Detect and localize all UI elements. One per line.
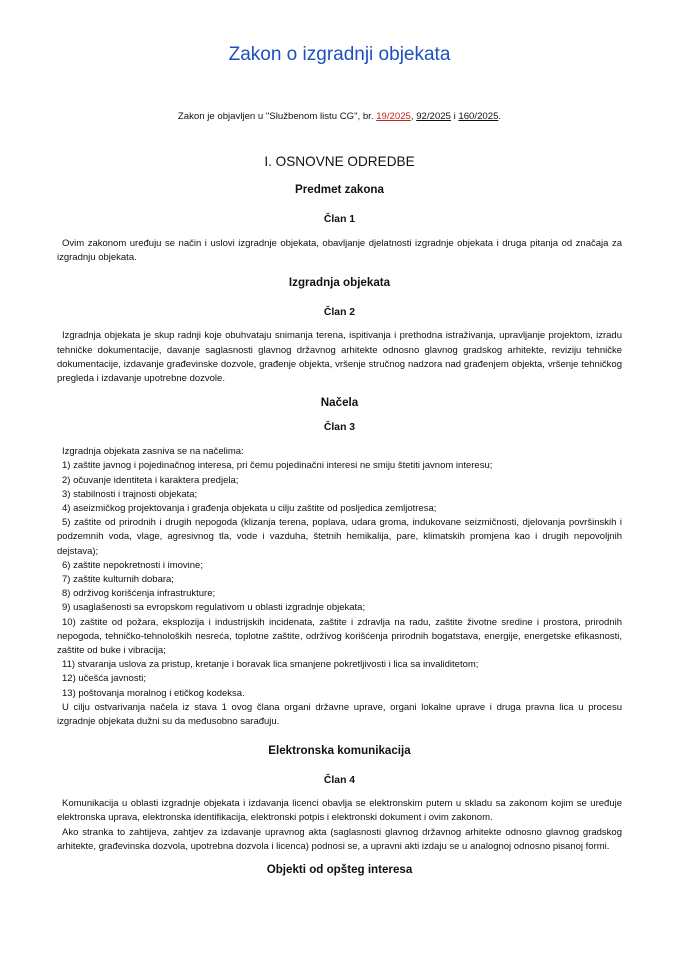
article-number: Član 3: [323, 422, 356, 434]
article-heading: Predmet zakona: [295, 183, 384, 196]
article-paragraph: Izgradnja objekata zasniva se na načelima:: [62, 446, 244, 458]
article-paragraph: Ako stranka to zahtijeva, zahtjev za izdavanje upravnog akta (saglasnosti glavnog državnog arhitekte odnosno glavnog gradskog arhitekte, građevinska dozvola, upotrebna dozvola i licenca) podnosi se, a upravni akti izdaju se u analognoj odnosno pisanoj formi.: [57, 826, 622, 852]
list-item: 5) zaštite od prirodnih i drugih nepogoda (klizanja terena, poplava, udara groma, indukovane seizmičnosti, djelovanja površinskih i podzemnih voda, vlage, agresivnog tla, vode i vazduha, štetnih hemikalija, pare, klimatskih promjena kao i drugih nepovoljnih dejstava);: [57, 517, 622, 557]
list-item: 1) zaštite javnog i pojedinačnog interesa, pri čemu pojedinačni interesi ne smiju štetiti javnom interesu;: [62, 460, 493, 472]
article-heading: Izgradnja objekata: [288, 276, 391, 290]
gazette-link-160-2025[interactable]: 160/2025: [458, 111, 499, 122]
list-item: 10) zaštite od požara, eksplozija i industrijskih incidenata, zaštite i zdravlja na radu, zaštite životne sredine i prostora, prirodnih nepogoda, tehničko-tehnoloških nesreća, toplotne zaštite, održivog korišćenja prirodnih bogatstava, energije, energetske efikasnosti, zaštite od buke i vibracija;: [57, 616, 622, 657]
list-item: 7) zaštite kulturnih dobara;: [62, 574, 174, 586]
list-item: 11) stvaranja uslova za pristup, kretanje i boravak lica smanjene pokretljivosti i lica sa invaliditetom;: [62, 659, 479, 671]
article-heading: Načela: [320, 396, 359, 410]
principles-list: [57, 459, 622, 700]
list-item: 13) poštovanja moralnog i etičkog kodeksa.: [62, 687, 245, 699]
publication-separator: i: [453, 111, 456, 122]
list-item: 4) aseizmičkog projektovanja i građenja objekata u cilju zaštite od posljedica zemljotresa;: [62, 503, 437, 515]
list-item: 8) održivog korišćenja infrastrukture;: [62, 588, 216, 600]
list-item: 6) zaštite nepokretnosti i imovine;: [62, 559, 203, 571]
section-heading: I. OSNOVNE ODREDBE: [264, 154, 415, 169]
article-number: Član 1: [323, 214, 356, 225]
article-number: Član 2: [323, 307, 356, 319]
article-heading: Elektronska komunikacija: [268, 744, 411, 758]
publication-separator: ,: [410, 111, 414, 122]
page-title: Zakon o izgradnji objekata: [228, 44, 451, 65]
list-item: 9) usaglašenosti sa evropskom regulativom u oblasti izgradnje objekata;: [62, 602, 366, 614]
gazette-link-19-2025[interactable]: 19/2025: [376, 111, 411, 122]
publication-note: [57, 110, 622, 124]
article-paragraph: Komunikacija u oblasti izgradnje objekata i izdavanja licenci obavlja se elektronskim putem u skladu sa zakonom kojim se uređuje elektronska uprava, elektronska identifikacija, elektronski potpis i elektronski dokument i ovim zakonom.: [57, 798, 622, 824]
article-number: Član 4: [323, 775, 356, 787]
publication-end: .: [498, 111, 502, 122]
article-paragraph: U cilju ostvarivanja načela iz stava 1 ovog člana organi državne uprave, organi lokalne uprave i druga pravna lica u procesu izgradnje objekata dužni su da međusobno sarađuju.: [57, 701, 622, 728]
list-item: 12) učešća javnosti;: [62, 673, 146, 685]
gazette-link-92-2025[interactable]: 92/2025: [416, 111, 451, 122]
article-heading: Objekti od opšteg interesa: [266, 863, 413, 877]
publication-prefix: Zakon je objavljen u "Službenom listu CG", br.: [177, 111, 374, 122]
article-paragraph: Ovim zakonom uređuju se način i uslovi izgradnje objekata, obavljanje djelatnosti izgradnje objekata i druga pitanja od značaja za izgradnju objekata.: [57, 238, 622, 264]
list-item: 2) očuvanje identiteta i karaktera predjela;: [62, 474, 239, 486]
list-item: 3) stabilnosti i trajnosti objekata;: [62, 488, 198, 500]
article-paragraph: Izgradnja objekata je skup radnji koje obuhvataju snimanja terena, ispitivanja i prethodna istraživanja, upravljanje projektom, izradu tehničke dokumentacije, davanje saglasnosti glavnog državnog arhitekte odnosno glavnog gradskog arhitekte, reviziju tehničke dokumentacije, izdavanje građevinske dozvole, građenje objekta, vršenje stručnog nadzora nad građenjem objekta, vršenje tehničkog pregleda i izdavanje upotrebne dozvole.: [57, 330, 622, 385]
